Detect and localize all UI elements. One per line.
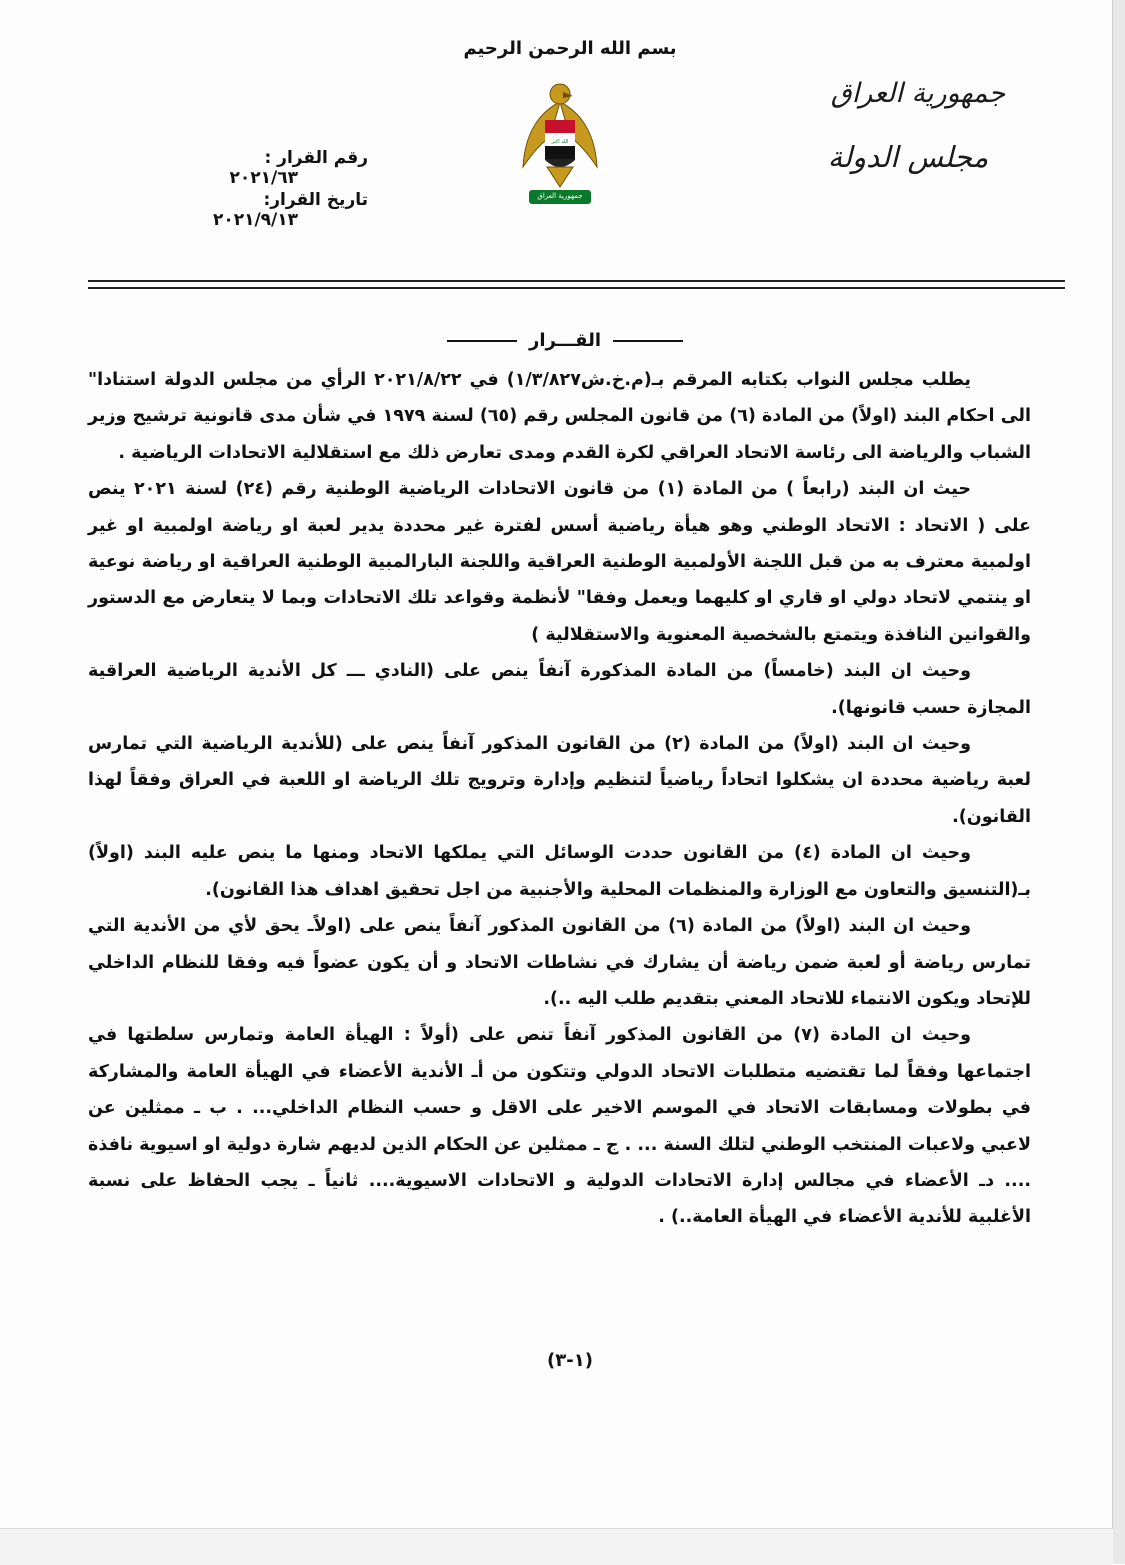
republic-name-logo: جمهورية العراق (830, 78, 1006, 109)
paragraph-article-1-fifth: وحيث ان البند (خامساً) من المادة المذكورة آنفاً ينص على (النادي ـــ كل الأندية الرياضية العراقية المجازة حسب قانونها). (88, 661, 1031, 718)
decision-title (380, 330, 750, 351)
decision-date-label: تاريخ القرار: (263, 190, 368, 210)
decision-date-row (98, 190, 368, 230)
council-name-logo: مجلس الدولة (827, 140, 989, 174)
iraq-emblem-icon (515, 72, 605, 212)
decision-number-label: رقم القرار : (264, 148, 368, 168)
decision-number-value: ٢٠٢١/٦٣ (229, 168, 298, 188)
page-bottom-edge (0, 1528, 1113, 1565)
paragraph-article-2-first: وحيث ان البند (اولاً) من المادة (٢) من القانون المذكور آنفاً ينص على (للأندية الرياضية التي تمارس لعبة رياضية محددة ان يشكلوا اتحاداً رياضياً لتنظيم وإدارة وترويج تلك الرياضة او اللعبة في العراق وفقاً لهذا القانون). (88, 734, 1031, 827)
decision-title-text: القـــرار (528, 330, 602, 351)
paragraph-article-1-fourth: حيث ان البند (رابعاً ) من المادة (١) من قانون الاتحادات الرياضية الوطنية رقم (٢٤) لسنة ٢٠٢١ ينص على ( الاتحاد : الاتحاد الوطني وهو هيأة رياضية أسس لفترة غير محددة يدير لعبة او رياضة اولمبية او غير اولمبية معترف به من قبل اللجنة الأولمبية الوطنية العراقية واللجنة البارالمبية الوطنية العراقية او رياضة نوعية او ينتمي لاتحاد دولي او قاري او كليهما ويعمل وفقا" لأنظمة وقواعد تلك الاتحادات وبما لا يتعارض مع الدستور والقوانين النافذة ويتمتع بالشخصية المعنوية والاستقلالية ) (88, 479, 1031, 645)
header-divider-top (88, 280, 1065, 282)
paragraph-article-6-first: وحيث ان البند (اولاً) من المادة (٦) من القانون المذكور آنفاً ينص على (اولاًـ يحق لأي من الأندية التي تمارس رياضة أو لعبة ضمن رياضة أن يشارك في نشاطات الاتحاد و أن يكون عضواً فيه وفقا للنظام الداخلي للإتحاد ويكون الانتماء للاتحاد المعني بتقديم طلب اليه ..). (88, 916, 1031, 1009)
paragraph-request: يطلب مجلس النواب بكتابه المرقم بـ(م.خ.ش١/٣/٨٢٧) في ٢٠٢١/٨/٢٢ الرأي من مجلس الدولة استنادا" الى احكام البند (اولاً) من المادة (٦) من قانون المجلس رقم (٦٥) لسنة ١٩٧٩ في شأن مدى قانونية ترشيح وزير الشباب والرياضة الى رئاسة الاتحاد العراقي لكرة القدم ومدى تعارض ذلك مع استقلالية الاتحادات الرياضية . (88, 370, 1031, 463)
decision-date-value: ٢٠٢١/٩/١٣ (212, 210, 298, 230)
svg-text:الله اكبر: الله اكبر (551, 139, 569, 145)
paragraph-article-4: وحيث ان المادة (٤) من القانون حددت الوسائل التي يملكها الاتحاد ومنها ما ينص عليه البند (اولاً) بـ(التنسيق والتعاون مع الوزارة والمنظمات المحلية والأجنبية من اجل تحقيق اهداف هذا القانون). (88, 843, 1031, 900)
basmala: بسم الله الرحمن الرحيم (463, 38, 677, 59)
emblem-scroll-text: جمهورية العراق (537, 192, 583, 200)
header-divider-bottom (88, 287, 1065, 289)
decision-body (88, 362, 1031, 1236)
paragraph-article-7: وحيث ان المادة (٧) من القانون المذكور آنفاً تنص على (أولاً : الهيأة العامة وتمارس سلطتها في اجتماعها وفقاً لما تقتضيه متطلبات الاتحاد الدولي وتتكون من أـ الأندية الأعضاء في الهيأة العامة والمشاركة في بطولات ومسابقات الاتحاد في الموسم الاخير على الاقل و حسب النظام الداخلي... . ب ـ ممثلين عن لاعبي ولاعبات المنتخب الوطني لتلك السنة ... . ج ـ ممثلين عن الحكام الذين لديهم شارة دولية او اسيوية نافذة .... دـ الأعضاء في مجالس إدارة الاتحادات الدولية و الاتحادات الاسيوية.... ثانياً ـ يجب الحفاظ على نسبة الأغلبية للأندية الأعضاء في الهيأة العامة..) . (88, 1025, 1031, 1228)
decision-number-row (108, 148, 368, 188)
page-number: (١-٣) (547, 1350, 593, 1371)
page-right-edge (1112, 0, 1125, 1564)
